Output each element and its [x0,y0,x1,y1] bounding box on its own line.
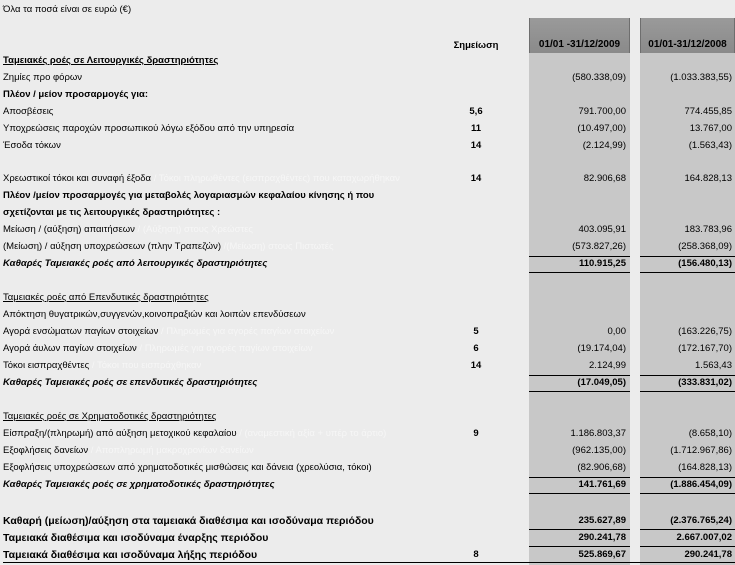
value-2008: (8.658,10) [688,428,732,439]
value-2009: 1.186.803,37 [570,428,626,439]
row-label: Μείωση / (αύξηση) απαιτήσεων / (Αύξηση) στους Χρεώστες [3,224,254,235]
row-label: Ταμειακές ροές σε Χρηματοδοτικές δραστηριότητες [3,411,217,422]
row-label: Πλέον /μείον προσαρμογές για μεταβολές λογαριασμών κεφαλαίου κίνησης ή που [3,190,375,201]
value-2009: (962.135,00) [572,445,626,456]
subtotal-rule [529,529,630,530]
value-2009: 403.095,91 [578,224,626,235]
row-label: Καθαρές Ταμειακές ροές σε χρηματοδοτικές δραστηριότητες [3,479,275,490]
row-label: Ταμειακά διαθέσιμα και ισοδύναμα έναρξης περιόδου [3,532,269,544]
value-2008: 164.828,13 [684,173,732,184]
value-2008: (172.167,70) [678,343,732,354]
value-2008: 1.563,43 [695,360,732,371]
note-column-header: Σημείωση [453,40,499,51]
value-2008: (1.563,43) [688,140,732,151]
row-label: Υποχρεώσεις παροχών προσωπικού λόγω εξόδου από την υπηρεσία [3,123,295,134]
row-note: 14 [470,360,482,371]
subtotal-rule [640,546,735,547]
value-2009: 525.869,67 [578,549,626,560]
faint-annotation: / Τόκοι πληρωθέντες (εισπραχθέντες) που καταχωρήθηκαν [151,173,400,184]
faint-annotation: / (Αύξηση) στους Χρεώστες [134,224,254,235]
row-label: Καθαρές Ταμειακές ροές σε επενδυτικές δραστηριότητες [3,377,258,388]
value-2008: 13.767,00 [689,123,732,134]
value-2009: 0,00 [607,326,626,337]
faint-annotation: / Τόκοι που εισπράχθηκαν [89,360,202,371]
value-2008: (1.712.967,86) [670,445,732,456]
row-label: σχετίζονται με τις λειτουργικές δραστηριότητες : [3,207,221,218]
row-label: (Μείωση) / αύξηση υποχρεώσεων (πλην Τραπεζών) /(Μείωση) στους Πιστωτές [3,241,334,252]
column-header-2009: 01/01 -31/12/2009 [529,18,630,53]
total-rule [529,391,630,392]
value-2009: (573.827,26) [572,241,626,252]
value-2008: 774.455,85 [684,106,732,117]
value-2008: 290.241,78 [684,549,732,560]
row-note: 8 [473,549,479,560]
row-label: Αποσβέσεις [3,106,54,117]
total-rule [640,272,735,273]
value-2008: (1.033.383,55) [670,72,732,83]
final-total-rule [3,562,735,563]
value-2008: 2.667.007,02 [676,532,732,543]
row-label: Ταμειακές ροές σε Λειτουργικές δραστηριότητες [3,55,219,66]
value-2009: (17.049,05) [577,377,626,388]
value-2008: (258.368,09) [678,241,732,252]
value-2009: 2.124,99 [589,360,626,371]
value-2008: (333.831,02) [678,377,732,388]
total-rule [529,272,630,273]
row-label: Είσπραξη/(πληρωμή) από αύξηση μετοχικού κεφαλαίου / (αναμεστική αξία + υπέρ το άρτιο) [3,428,387,439]
row-note: 11 [470,123,482,134]
row-note: 5 [473,326,479,337]
total-rule [640,391,735,392]
row-label: Εξοφλήσεις δανείων / Αποπληρωμή μακροχρονίων δανείων [3,445,254,456]
faint-annotation: /(Μείωση) στους Πιστωτές [221,241,334,252]
row-label: Αγορά άυλων παγίων στοιχείων / Πληρωμές για αγορές παγίων στοιχείων [3,343,313,354]
value-2009: (19.174,04) [577,343,626,354]
value-2009: 141.761,69 [578,479,626,490]
value-2008: (156.480,13) [678,258,732,269]
value-2008: 183.783,96 [684,224,732,235]
value-2008: (2.376.765,24) [670,515,732,526]
row-label: Χρεωστικοί τόκοι και συναφή έξοδα / Τόκοι πληρωθέντες (εισπραχθέντες) που καταχωρήθηκαν [3,173,400,184]
subtotal-rule [640,375,735,376]
row-label: Αγορά ενσώματων παγίων στοιχείων / Πληρωμές για αγορές παγίων στοιχείων [3,326,335,337]
faint-annotation: / Πληρωμές για αγορές παγίων στοιχείων [158,326,335,337]
value-2008: (163.226,75) [678,326,732,337]
row-label: Έσοδα τόκων [3,140,61,151]
value-2009: 82.906,68 [583,173,626,184]
row-label: Ταμειακές ροές από Επενδυτικές δραστηριότητες [3,292,209,303]
total-rule [640,493,735,494]
row-label: Τόκοι εισπραχθέντες / Τόκοι που εισπράχθηκαν [3,360,202,371]
row-label: Ζημίες προ φόρων [3,72,83,83]
row-note: 5,6 [469,106,483,117]
value-2009: 791.700,00 [578,106,626,117]
value-2009: 290.241,78 [578,532,626,543]
value-2009: 110.915,25 [578,258,626,269]
subtotal-rule [640,256,735,257]
subtotal-rule [640,529,735,530]
row-note: 14 [470,173,482,184]
column-header-2008: 01/01-31/12/2008 [640,18,735,53]
subtotal-rule [529,256,630,257]
row-label: Εξοφλήσεις υποχρεώσεων από χρηματοδοτικές μισθώσεις και δάνεια (χρεολύσια, τόκοι) [3,462,372,473]
currency-note: Όλα τα ποσά είναι σε ευρώ (€) [3,4,132,15]
value-2009: (580.338,09) [572,72,626,83]
subtotal-rule [529,477,630,478]
subtotal-rule [529,375,630,376]
value-2009: (10.497,00) [577,123,626,134]
row-label: Καθαρή (μείωση)/αύξηση στα ταμειακά διαθέσιμα και ισοδύναμα περιόδου [3,515,374,527]
subtotal-rule [640,477,735,478]
faint-annotation: / Αποπληρωμή μακροχρονίων δανείων [88,445,254,456]
row-note: 6 [473,343,479,354]
faint-annotation: / (αναμεστική αξία + υπέρ το άρτιο) [236,428,387,439]
value-2008: (164.828,13) [678,462,732,473]
row-label: Καθαρές Ταμειακές ροές από λειτουργικές δραστηριότητες [3,258,268,269]
value-2009: (2.124,99) [582,140,626,151]
total-rule [529,493,630,494]
row-note: 14 [470,140,482,151]
subtotal-rule [529,546,630,547]
row-note: 9 [473,428,479,439]
value-2008: (1.886.454,09) [670,479,732,490]
row-label: Πλέον / μείον προσαρμογές για: [3,89,148,100]
faint-annotation: / Πληρωμές για αγορές παγίων στοιχείων [136,343,313,354]
row-label: Ταμειακά διαθέσιμα και ισοδύναμα λήξης περιόδου [3,549,258,561]
value-2009: 235.627,89 [578,515,626,526]
value-2009: (82.906,68) [577,462,626,473]
row-label: Απόκτηση θυγατρικών,συγγενών,κοινοπραξιών και λοιπών επενδύσεων [3,309,306,320]
